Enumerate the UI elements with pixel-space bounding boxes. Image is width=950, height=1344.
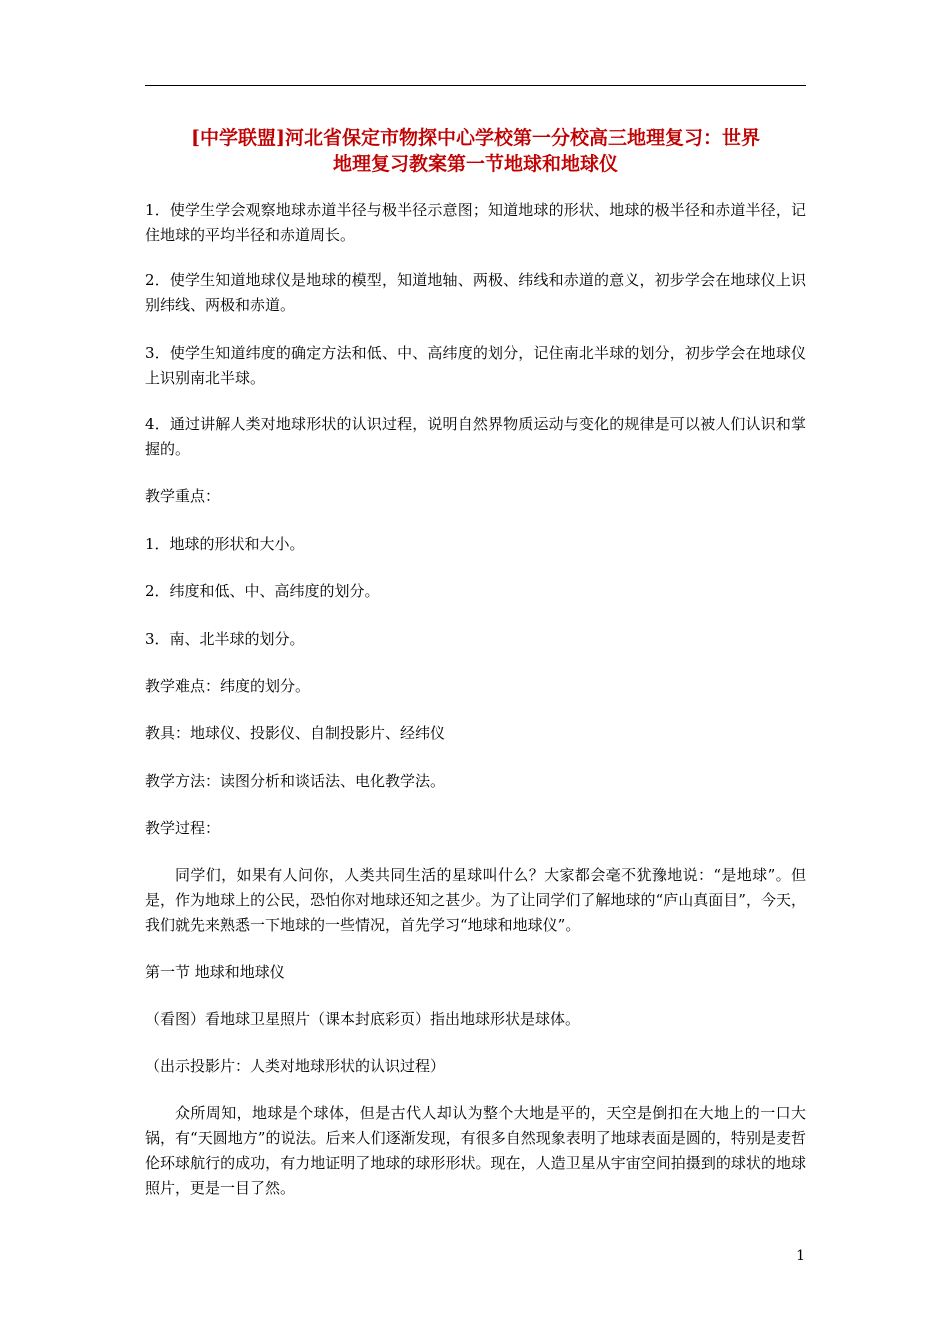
header-rule [145,85,806,86]
document-title [145,125,806,177]
teaching-difficulty: 教学难点：纬度的划分。 [145,677,311,695]
objective-1: 1．使学生学会观察地球赤道半径与极半径示意图；知道地球的形状、地球的极半径和赤道半径，记住地球的平均半径和赤道周长。 [145,201,806,244]
projection-note: （出示投影片：人类对地球形状的认识过程） [145,1057,446,1075]
process-heading: 教学过程： [145,819,221,837]
teaching-method: 教学方法：读图分析和谈话法、电化教学法。 [145,772,446,790]
title-line-1: [中学联盟]河北省保定市物探中心学校第一分校高三地理复习：世界 [191,127,760,149]
key-point-3: 3．南、北半球的划分。 [145,630,305,648]
history-paragraph: 众所周知，地球是个球体，但是古代人却认为整个大地是平的，天空是倒扣在大地上的一口大锅，有“天圆地方”的说法。后来人们逐渐发现，有很多自然现象表明了地球表面是圆的，特别是麦哲伦环球航行的成功，有力地证明了地球的球形形状。现在，人造卫星从宇宙空间拍摄到的球状的地球照片，更是一目了然。 [145,1104,806,1197]
key-point-1: 1．地球的形状和大小。 [145,535,305,553]
section-heading: 第一节 地球和地球仪 [145,963,285,981]
title-line-2: 地理复习教案第一节地球和地球仪 [332,153,618,175]
objective-2: 2．使学生知道地球仪是地球的模型，知道地轴、两极、纬线和赤道的意义，初步学会在地球仪上识别纬线、两极和赤道。 [145,271,806,314]
look-image-note: （看图）看地球卫星照片（课本封底彩页）指出地球形状是球体。 [145,1010,581,1028]
intro-paragraph: 同学们，如果有人问你，人类共同生活的星球叫什么？大家都会毫不犹豫地说：“是地球”。但是，作为地球上的公民，恐怕你对地球还知之甚少。为了让同学们了解地球的“庐山真面目”，今天，我们就先来熟悉一下地球的一些情况，首先学习“地球和地球仪”。 [145,866,806,934]
objective-4: 4．通过讲解人类对地球形状的认识过程，说明自然界物质运动与变化的规律是可以被人们认识和掌握的。 [145,415,806,458]
teaching-tools: 教具：地球仪、投影仪、自制投影片、经纬仪 [145,724,446,742]
key-points-heading: 教学重点： [145,487,221,505]
page-number: 1 [796,1248,805,1264]
key-point-2: 2．纬度和低、中、高纬度的划分。 [145,582,380,600]
objective-3: 3．使学生知道纬度的确定方法和低、中、高纬度的划分，记住南北半球的划分，初步学会在地球仪上识别南北半球。 [145,344,806,387]
